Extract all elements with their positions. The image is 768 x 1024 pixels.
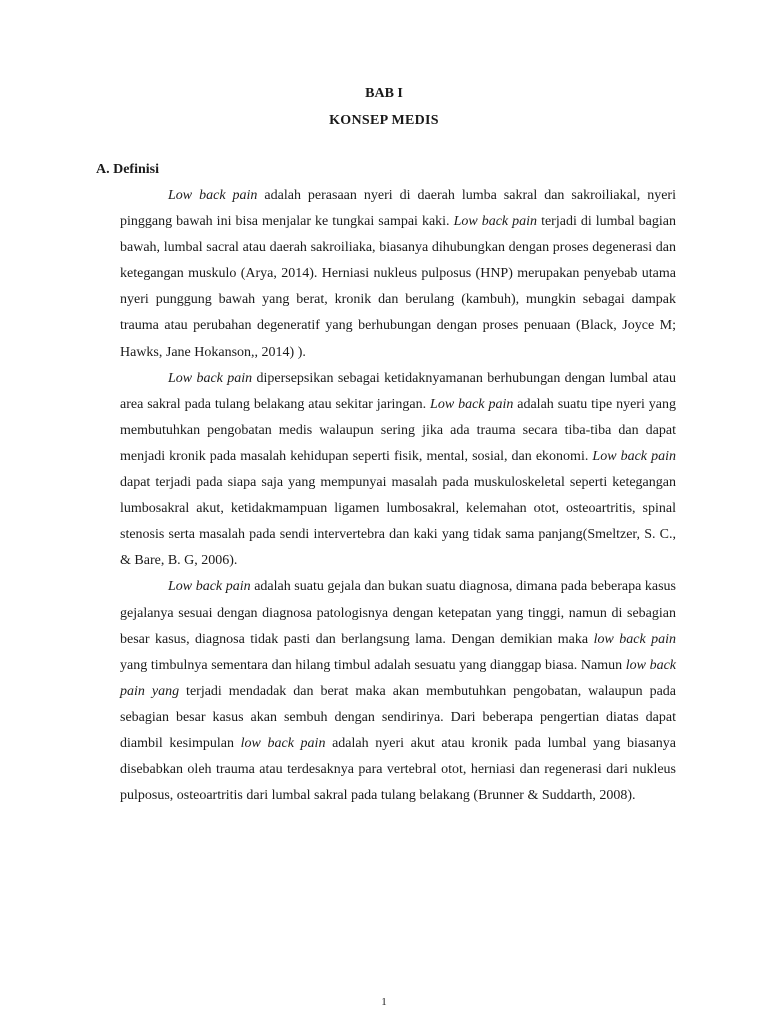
italic-term: Low back pain — [168, 579, 251, 595]
text-run: adalah perasaan nyeri di daerah lumba sakral dan sakroiliakal, nyeri pinggang bawah ini bisa menjalar ke tungkai sampai kaki. — [120, 188, 676, 230]
text-run: dapat terjadi pada siapa saja yang mempunyai masalah pada muskuloskeletal seperti ketegangan lumbosakral akut, ketidakmampuan ligamen lumbosakral, kelemahan otot, osteoartritis, spinal stenosis serta masalah pada sendi intervertebra dan kaki yang tidak sama panjang(Smeltzer, S. C., & Bare, B. G, 2006). — [120, 475, 676, 569]
italic-term: Low back pain — [453, 214, 538, 230]
text-run: adalah suatu gejala dan bukan suatu diagnosa, dimana pada beberapa kasus gejalanya sesuai dengan diagnosa patologisnya dengan ketepatan yang tinggi, namun di sebagian besar kasus, diagnosa tidak pasti dan berlangsung lama. Dengan demikian maka — [120, 579, 676, 647]
italic-term: low back pain — [240, 735, 326, 751]
italic-term: Low back pain — [168, 188, 258, 203]
text-run: adalah nyeri akut atau kronik pada lumbal yang biasanya disebabkan oleh trauma atau terdesaknya para vertebral otot, herniasi dan regenerasi dari nukleus pulposus, osteoartritis dari lumbal sakral pada tulang belakang (Brunner & Suddarth, 2008). — [120, 735, 677, 804]
text-run: terjadi mendadak dan berat maka akan membutuhkan pengobatan, walaupun pada sebagian besar kasus akan sembuh dengan sendirinya. Dari beberapa pengertian diatas dapat diambil kesimpulan — [120, 683, 676, 751]
italic-term: Low back pain — [592, 448, 676, 464]
page-number: 1 — [381, 996, 387, 1008]
italic-term: low back pain — [593, 631, 676, 647]
chapter-number: BAB I — [365, 86, 403, 101]
paragraph-1 — [120, 183, 676, 366]
section-heading: A. Definisi — [96, 162, 159, 177]
paragraph-3 — [120, 574, 676, 809]
italic-term: Low back pain — [168, 370, 253, 386]
text-run: adalah suatu tipe nyeri yang membutuhkan pengobatan medis walaupun sering jika ada trauma secara tiba-tiba dan dapat menjadi kronik pada masalah kehidupan seperti fisik, mental, sosial, dan ekonomi. — [120, 396, 676, 464]
text-run: dipersepsikan sebagai ketidaknyamanan berhubungan dengan lumbal atau area sakral pada tulang belakang atau sekitar jaringan. — [120, 370, 676, 412]
text-run: terjadi di lumbal bagian bawah, lumbal sacral atau daerah sakroiliaka, biasanya dihubungkan dengan proses degenerasi dan ketegangan muskulo (Arya, 2014). Herniasi nukleus pulposus (HNP) merupakan penyebab utama nyeri punggung bawah yang berat, kronik dan berulang (kambuh), mungkin sebagai dampak trauma atau perubahan degeneratif yang berhubungan dengan proses penuaan (Black, Joyce M; Hawks, Jane Hokanson,, 2014) ). — [120, 214, 676, 360]
body-text — [120, 183, 676, 809]
italic-term: low back pain yang — [120, 657, 676, 699]
italic-term: Low back pain — [430, 396, 514, 412]
paragraph-2 — [120, 366, 676, 575]
chapter-title: KONSEP MEDIS — [329, 113, 439, 128]
text-run: yang timbulnya sementara dan hilang timbul adalah sesuatu yang dianggap biasa. Namun — [120, 657, 626, 673]
